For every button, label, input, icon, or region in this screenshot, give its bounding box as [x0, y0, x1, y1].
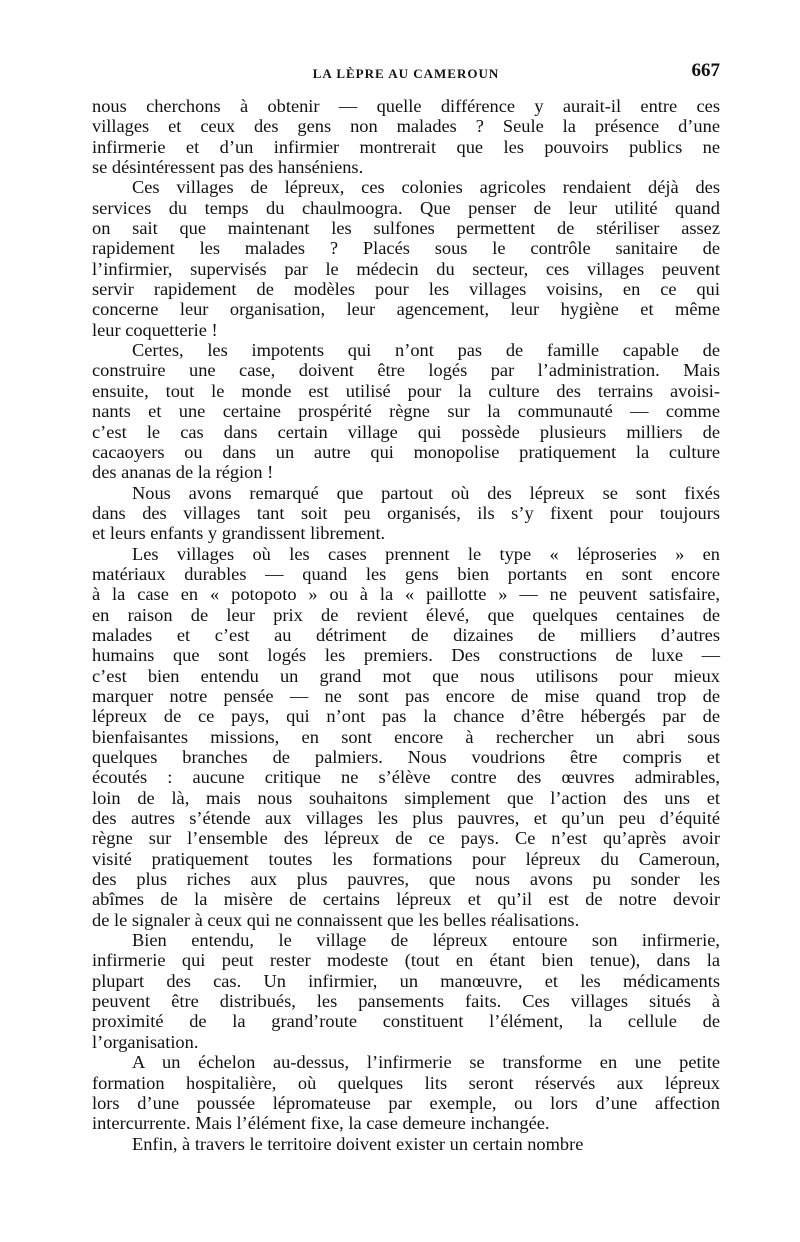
text-line: bienfaisantes missions, en sont encore à rechercher un abri sous: [92, 726, 720, 747]
text-line: et leurs enfants y grandissent librement.: [92, 523, 386, 544]
text-line: Certes, les impotents qui n’ont pas de famille capable de: [132, 340, 720, 361]
text-line: marquer notre pensée — ne sont pas encore de mise quand trop de: [92, 685, 720, 706]
text-line: règne sur l’ensemble des lépreux de ce pays. Ce n’est qu’après avoir: [92, 828, 720, 849]
text-line: Les villages où les cases prennent le type « léproseries » en: [132, 543, 720, 564]
paragraph-7: [92, 1052, 720, 1133]
paragraph-8: [92, 1134, 720, 1154]
text-line: c’est le cas dans certain village qui possède plusieurs milliers de: [92, 421, 720, 442]
text-line: A un échelon au-dessus, l’infirmerie se transforme en une petite: [132, 1052, 720, 1073]
text-line: de le signaler à ceux qui ne connaissent que les belles réalisations.: [92, 909, 580, 930]
text-line: à la case en « potopoto » ou à la « paillotte » — ne peuvent satisfaire,: [92, 584, 720, 605]
text-line: construire une case, doivent être logés par l’administration. Mais: [92, 360, 720, 381]
text-line: visité pratiquement toutes les formations pour lépreux du Cameroun,: [92, 848, 720, 869]
text-line: Ces villages de lépreux, ces colonies agricoles rendaient déjà des: [132, 177, 720, 198]
paragraph-6: [92, 930, 720, 1052]
text-line: concerne leur organisation, leur agencement, leur hygiène et même: [92, 299, 720, 320]
text-line: ensuite, tout le monde est utilisé pour la culture des terrains avoisi-: [92, 380, 720, 401]
running-title: LA LÈPRE AU CAMEROUN: [312, 66, 500, 81]
text-line: on sait que maintenant les sulfones permettent de stériliser assez: [92, 218, 720, 239]
text-line: quelques branches de palmiers. Nous voudrions être compris et: [92, 747, 720, 767]
text-line: des ananas de la région !: [92, 462, 274, 483]
paragraph-1: [92, 96, 720, 177]
text-line: plupart des cas. Un infirmier, un manœuvre, et les médicaments: [92, 970, 720, 991]
text-line: en raison de leur prix de revient élevé, que quelques centaines de: [92, 604, 720, 625]
running-header: [92, 58, 720, 90]
body-text: [92, 96, 720, 1154]
text-line: villages et ceux des gens non malades ? Seule la présence d’une: [92, 116, 720, 137]
text-line: loin de là, mais nous souhaitons simplement que l’action des uns et: [92, 787, 720, 808]
text-line: infirmerie et d’un infirmier montrerait que les pouvoirs publics ne: [92, 136, 720, 157]
text-line: c’est bien entendu un grand mot que nous utilisons pour mieux: [92, 665, 720, 686]
text-line: humains que sont logés les premiers. Des constructions de luxe —: [92, 645, 720, 666]
text-line: formation hospitalière, où quelques lits seront réservés aux lépreux: [92, 1072, 720, 1093]
text-line: cacaoyers ou dans un autre qui monopolise pratiquement la culture: [92, 441, 720, 462]
text-line: nous cherchons à obtenir — quelle différence y aurait-il entre ces: [92, 96, 720, 116]
text-line: lors d’une poussée lépromateuse par exemple, ou lors d’une affection: [92, 1092, 720, 1113]
text-line: Enfin, à travers le territoire doivent exister un certain nombre: [132, 1133, 584, 1154]
paragraph-3: [92, 340, 720, 482]
text-line: des plus riches aux plus pauvres, que nous avons pu sonder les: [92, 869, 720, 890]
text-line: nants et une certaine prospérité règne sur la communauté — comme: [92, 401, 720, 422]
text-line: l’organisation.: [92, 1031, 199, 1052]
paragraph-2: [92, 177, 720, 340]
text-line: dans des villages tant soit peu organisés, ils s’y fixent pour toujours: [92, 502, 720, 523]
text-line: servir rapidement de modèles pour les villages voisins, en ce qui: [92, 279, 720, 300]
text-line: lépreux de ce pays, qui n’ont pas la chance d’être hébergés par de: [92, 706, 720, 727]
text-line: infirmerie qui peut rester modeste (tout en étant bien tenue), dans la: [92, 950, 720, 971]
text-line: écoutés : aucune critique ne s’élève contre des œuvres admirables,: [92, 767, 720, 788]
text-line: matériaux durables — quand les gens bien portants en sont encore: [92, 563, 720, 584]
book-page: [92, 58, 720, 1154]
text-line: services du temps du chaulmoogra. Que penser de leur utilité quand: [92, 197, 720, 218]
text-line: Nous avons remarqué que partout où des lépreux se sont fixés: [132, 482, 720, 503]
page-number: 667: [691, 60, 720, 81]
text-line: leur coquetterie !: [92, 319, 218, 340]
paragraph-5: [92, 544, 720, 931]
text-line: intercurrente. Mais l’élément fixe, la case demeure inchangée.: [92, 1113, 550, 1134]
text-line: des autres s’étende aux villages les plus pauvres, et qu’un peu d’équité: [92, 808, 720, 829]
text-line: Bien entendu, le village de lépreux entoure son infirmerie,: [132, 930, 720, 951]
text-line: proximité de la grand’route constituent l’élément, la cellule de: [92, 1011, 720, 1032]
text-line: malades et c’est au détriment de dizaines de milliers d’autres: [92, 624, 720, 645]
text-line: peuvent être distribués, les pansements faits. Ces villages situés à: [92, 991, 720, 1012]
text-line: abîmes de la misère de certains lépreux et qu’il est de notre devoir: [92, 889, 720, 910]
text-line: l’infirmier, supervisés par le médecin du secteur, ces villages peuvent: [92, 258, 720, 279]
text-line: se désintéressent pas des hanséniens.: [92, 157, 364, 178]
text-line: rapidement les malades ? Placés sous le contrôle sanitaire de: [92, 238, 720, 259]
paragraph-4: [92, 483, 720, 544]
